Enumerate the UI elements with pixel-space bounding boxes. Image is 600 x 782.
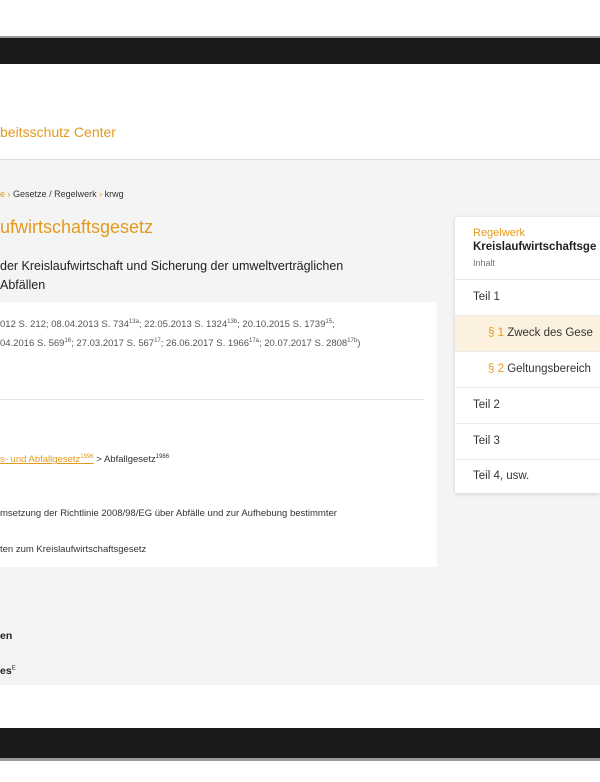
date-text: 04.2016 S. 569 bbox=[0, 338, 65, 350]
toc-label: Regelwerk bbox=[473, 227, 525, 239]
paragraph-icon: § 1 bbox=[488, 327, 504, 339]
footnote-ref: 17 bbox=[154, 338, 161, 345]
date-text: ; 22.05.2013 S. 1324 bbox=[138, 319, 228, 331]
brand-title[interactable]: beitsschutz Center bbox=[0, 124, 116, 140]
date-text: 012 S. 212; 08.04.2013 S. 734 bbox=[0, 319, 129, 331]
breadcrumb-separator-icon: › bbox=[99, 189, 103, 199]
subtitle-line: der Kreislaufwirtschaft und Sicherung der umweltverträglichen bbox=[0, 259, 344, 273]
predecessor-law-name: Abfallgesetz bbox=[103, 454, 156, 466]
section-heading[interactable] bbox=[0, 665, 16, 677]
footnote-ref: 16 bbox=[64, 338, 72, 345]
toc-item-teil-2[interactable] bbox=[455, 388, 600, 424]
toc-item-text: Zweck des Gese bbox=[507, 327, 593, 339]
toc-item-paragraph-1[interactable] bbox=[455, 316, 600, 352]
toc-item-label: Teil 2 bbox=[473, 399, 500, 411]
law-info-card bbox=[0, 302, 437, 567]
breadcrumb-separator-icon: › bbox=[7, 189, 11, 199]
device-frame-bottom-edge bbox=[0, 758, 600, 761]
date-text: ; 26.06.2017 S. 1966 bbox=[160, 338, 249, 350]
directive-note: msetzung der Richtlinie 2008/98/EG über Abfälle und zur Aufhebung bestimmter bbox=[0, 508, 337, 519]
footnote-ref: 13a bbox=[128, 319, 139, 325]
breadcrumb-regelwerk[interactable]: Gesetze / Regelwerk bbox=[13, 189, 97, 199]
date-text: ; bbox=[332, 319, 335, 331]
footnote-ref: 1986 bbox=[155, 454, 170, 460]
footnote-ref: 1996 bbox=[80, 454, 94, 460]
link-label: s- und Abfallgesetz bbox=[0, 454, 81, 466]
toc-item-label: Teil 1 bbox=[473, 291, 500, 303]
footnote-ref: 13b bbox=[227, 319, 238, 325]
related-note: ten zum Kreislaufwirtschaftsgesetz bbox=[0, 544, 147, 555]
date-text: ) bbox=[357, 338, 361, 350]
page-subtitle bbox=[0, 257, 440, 295]
predecessor-laws bbox=[0, 454, 169, 465]
toc-item-label: Teil 3 bbox=[473, 435, 500, 447]
device-frame-top bbox=[0, 38, 600, 64]
toc-subtitle: Inhalt bbox=[473, 258, 496, 268]
paragraph-icon: § 2 bbox=[488, 363, 504, 375]
section-heading[interactable]: en bbox=[0, 630, 13, 642]
date-text: ; 20.07.2017 S. 2808 bbox=[259, 338, 348, 350]
toc-header bbox=[455, 217, 600, 280]
toc-item-paragraph-2[interactable] bbox=[455, 352, 600, 388]
amendment-dates-line bbox=[0, 333, 360, 352]
subtitle-line: Abfällen bbox=[0, 278, 46, 292]
footnote-ref: 15 bbox=[325, 319, 333, 325]
breadcrumb bbox=[0, 189, 124, 199]
toc-item-teil-4[interactable] bbox=[455, 459, 600, 493]
section-heading-label: es bbox=[0, 665, 12, 677]
amendment-dates bbox=[0, 314, 360, 352]
date-text: ; 27.03.2017 S. 567 bbox=[71, 338, 155, 350]
device-frame-bottom bbox=[0, 728, 600, 758]
page-title: ufwirtschaftsgesetz bbox=[0, 217, 154, 237]
toc-item-text: Geltungsbereich bbox=[507, 363, 591, 375]
date-text: ; 20.10.2015 S. 1739 bbox=[237, 319, 326, 331]
breadcrumb-home[interactable]: e bbox=[0, 189, 6, 199]
toc-title: Kreislaufwirtschaftsge bbox=[473, 241, 597, 253]
toc-item-teil-1[interactable] bbox=[455, 280, 600, 316]
divider bbox=[0, 399, 424, 400]
toc-item-label: Teil 4, usw. bbox=[473, 470, 530, 482]
site-header bbox=[0, 64, 600, 160]
arrow-icon: > bbox=[96, 454, 102, 466]
toc-item-label bbox=[488, 363, 591, 375]
table-of-contents bbox=[455, 217, 600, 493]
amendment-dates-line bbox=[0, 314, 360, 333]
toc-item-teil-3[interactable] bbox=[455, 424, 600, 460]
toc-item-label bbox=[488, 327, 593, 339]
footnote-ref: 17b bbox=[347, 338, 358, 345]
footnote-ref: E bbox=[11, 665, 16, 672]
predecessor-law-link[interactable] bbox=[0, 454, 94, 465]
breadcrumb-current: krwg bbox=[104, 189, 124, 199]
footnote-ref: 17a bbox=[248, 338, 259, 345]
